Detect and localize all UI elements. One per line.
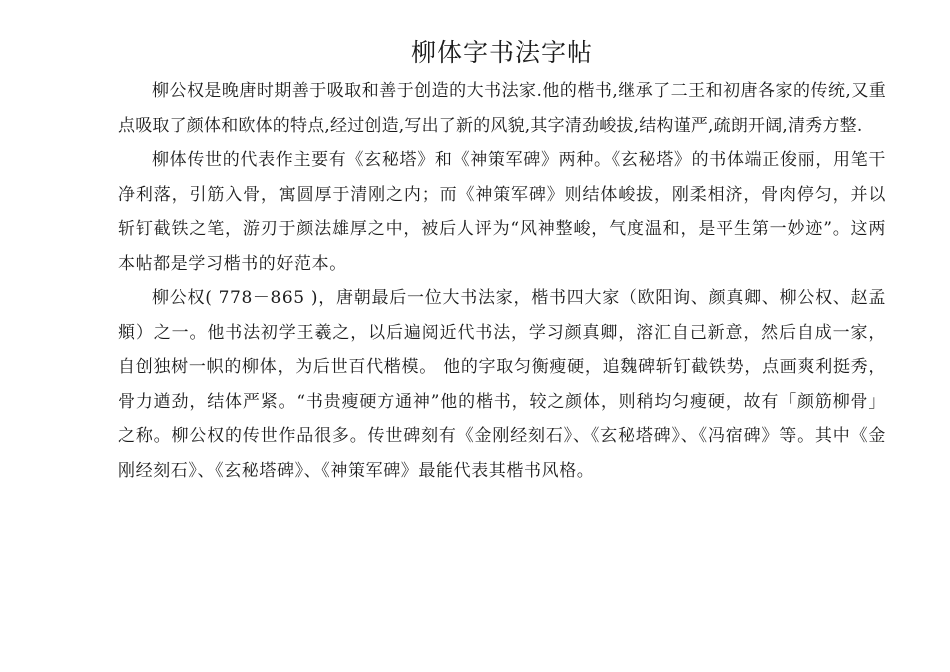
paragraph-intro: 柳公权是晚唐时期善于吸取和善于创造的大书法家.他的楷书,继承了二王和初唐各家的传统,又重点吸取了颜体和欧体的特点,经过创造,写出了新的风貌,其字清劲峻拔,结构谨严,疏朗开阔,清秀方整. xyxy=(118,81,886,136)
document-page xyxy=(118,36,886,488)
document-title: 柳体字书法字帖 xyxy=(410,38,593,67)
paragraph-biography: 柳公权( 778－865 )，唐朝最后一位大书法家，楷书四大家（欧阳询、颜真卿、柳公权、赵孟頫）之一。他书法初学王羲之，以后遍阅近代书法，学习颜真卿，溶汇自己新意，然后自成一家，自创独树一帜的柳体，为后世百代楷模。 他的字取匀衡瘦硬，追魏碑斩钉截铁势，点画爽利挺秀，骨力遒劲，结体严紧。“书贵瘦硬方通神”他的楷书，较之颜体，则稍均匀瘦硬，故有「颜筋柳骨」之称。柳公权的传世作品很多。传世碑刻有《金刚经刻石》、《玄秘塔碑》、《冯宿碑》等。其中《金刚经刻石》、《玄秘塔碑》、《神策军碑》最能代表其楷书风格。 xyxy=(118,288,886,481)
paragraph-representative-works: 柳体传世的代表作主要有《玄秘塔》和《神策军碑》两种。《玄秘塔》的书体端正俊丽，用笔干净利落，引筋入骨，寓圆厚于清刚之内；而《神策军碑》则结体峻拔，刚柔相济，骨肉停匀，并以斩钉截铁之笔，游刃于颜法雄厚之中，被后人评为“风神整峻，气度温和，是平生第一妙迹”。这两本帖都是学习楷书的好范本。 xyxy=(118,150,886,274)
